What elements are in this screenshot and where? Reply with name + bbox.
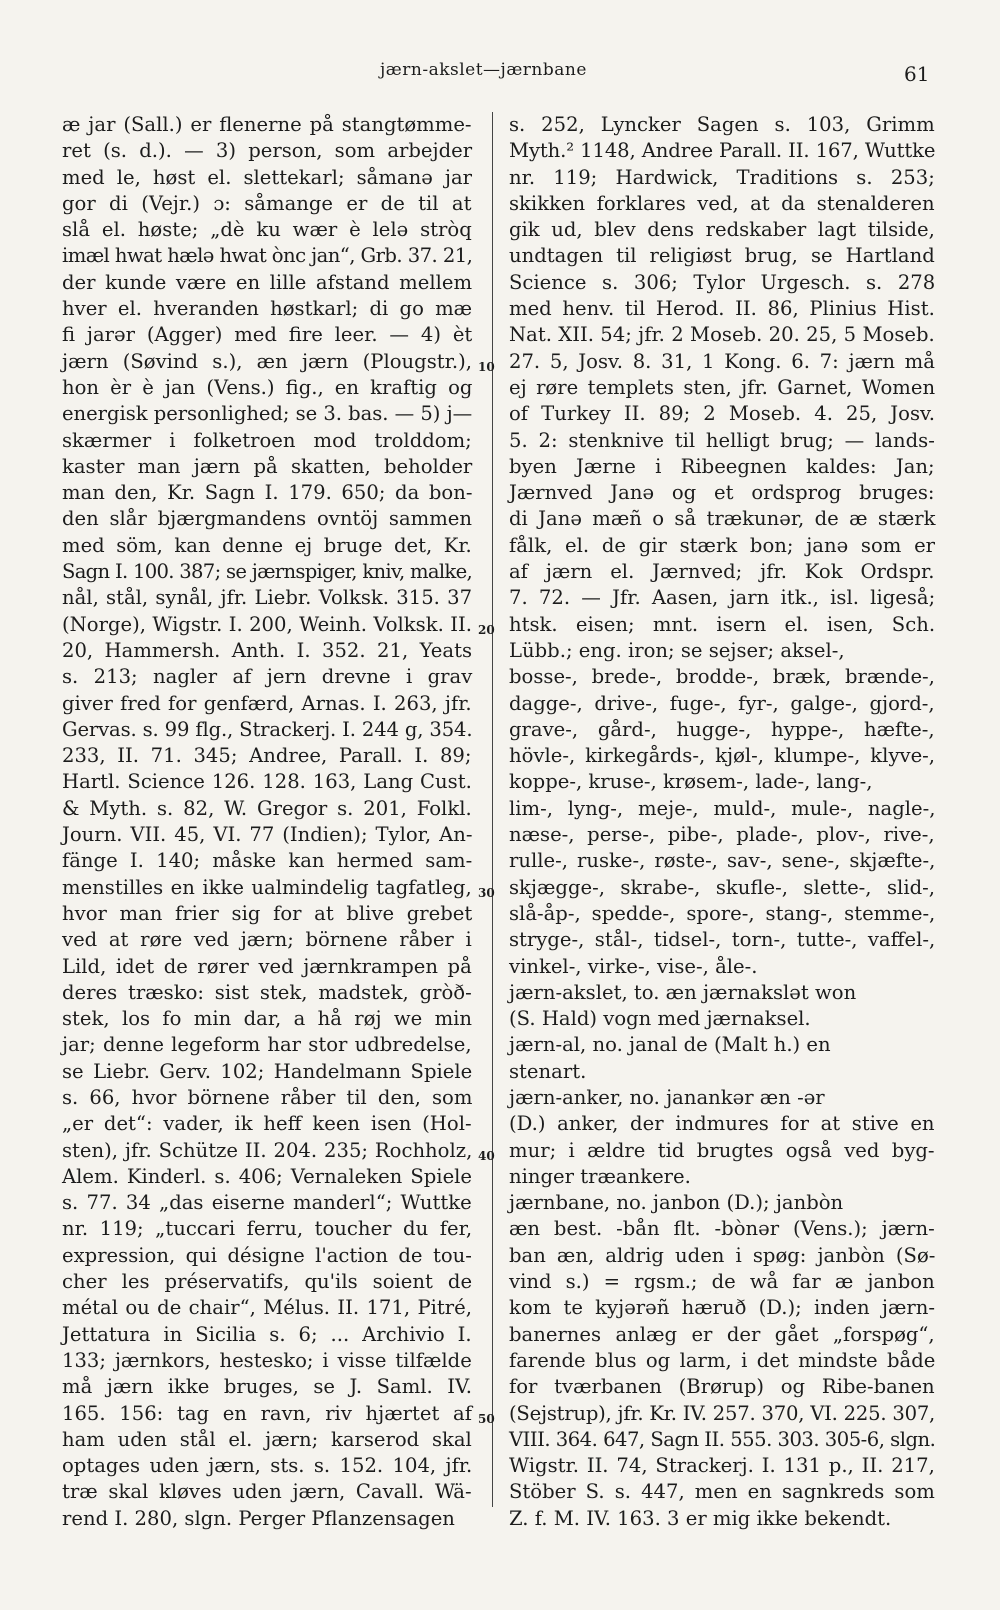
text-line: gor di (Vejr.) ɔ: såmange er de til at <box>62 191 472 215</box>
text-line: imæl hwat hælə hwat ònc jan“, Grb. 37. 21, <box>62 244 473 268</box>
text-line: Journ. VII. 45, VI. 77 (Indien); Tylor, An- <box>62 823 473 847</box>
line-number: 10 <box>478 360 495 374</box>
text-line: hvor man frier sig for at blive grebet <box>62 901 473 925</box>
text-line: den slår bjærgmandens ovntöj sammen <box>62 507 473 531</box>
text-line: med le, høst el. slettekarl; såmanə jar <box>62 165 472 189</box>
line-number: 40 <box>478 1149 495 1163</box>
text-line: VIII. 364. 647, Sagn II. 555. 303. 305-6, slgn. <box>509 1427 936 1451</box>
text-line: æn best. -bån flt. -bònər (Vens.); jærn- <box>509 1217 935 1241</box>
text-line: Nat. XII. 54; jfr. 2 Moseb. 20. 25, 5 Moseb. <box>509 323 935 347</box>
text-line: s. 252, Lyncker Sagen s. 103, Grimm <box>509 113 935 136</box>
text-line: s. 66, hvor börnene råber til den, som <box>62 1085 473 1109</box>
text-line: koppe-, kruse-, krøsem-, lade-, lang-, <box>509 770 873 794</box>
text-line: stek, los fo min dar, a hå røj we min <box>62 1007 473 1031</box>
page-header <box>0 60 1000 90</box>
text-line: ved at røre ved jærn; börnene råber i <box>62 928 472 952</box>
text-line: „er det“: vader, ik heff keen isen (Hol- <box>62 1112 472 1136</box>
text-line: Myth.² 1148, Andree Parall. II. 167, Wuttke <box>509 139 936 163</box>
left-column <box>62 112 472 1532</box>
text-line: giver fred for genfærd, Arnas. I. 263, jfr. <box>62 691 472 715</box>
running-head: jærn-akslet—jærnbane <box>380 60 587 80</box>
text-line: optages uden jærn, sts. s. 152. 104, jfr. <box>62 1454 473 1478</box>
text-line: man den, Kr. Sagn I. 179. 650; da bon- <box>62 481 473 505</box>
text-line: deres træsko: sist stek, madstek, gròð- <box>62 980 472 1004</box>
text-line: menstilles en ikke ualmindelig tagfatleg, <box>62 875 472 899</box>
column-divider <box>492 112 493 1507</box>
text-line: hövle-, kirkegårds-, kjøl-, klumpe-, klyve-, <box>509 744 936 768</box>
text-line: jærn (Søvind s.), æn jærn (Plougstr.), <box>62 349 472 373</box>
text-line: nr. 119; „tuccari ferru, toucher du fer, <box>62 1217 473 1241</box>
text-line: fänge I. 140; måske kan hermed sam- <box>62 849 473 873</box>
text-line: lim-, lyng-, meje-, muld-, mule-, nagle-, <box>509 796 936 820</box>
text-line: dagge-, drive-, fuge-, fyr-, galge-, gjord-, <box>509 691 935 715</box>
text-line: rend I. 280, slgn. Perger Pflanzensagen <box>62 1506 455 1530</box>
text-line: bosse-, brede-, brodde-, bræk, brænde-, <box>509 665 935 689</box>
text-line: banernes anlæg er der gået „forspøg“, <box>509 1322 935 1346</box>
text-line: of Turkey II. 89; 2 Moseb. 4. 25, Josv. <box>509 402 935 426</box>
text-line: rulle-, ruske-, røste-, sav-, sene-, skjæfte-, <box>509 849 936 873</box>
text-line: hon èr è jan (Vens.) fig., en kraftig og <box>62 375 473 399</box>
text-line: skjægge-, skrabe-, skufle-, slette-, slid-, <box>509 875 935 899</box>
text-line: 20, Hammersh. Anth. I. 352. 21, Yeats <box>62 638 473 662</box>
text-line: (S. Hald) vogn med jærnaksel. <box>509 1007 811 1031</box>
text-line: s. 77. 34 „das eiserne manderl“; Wuttke <box>62 1191 472 1215</box>
text-line: Gervas. s. 99 flg., Strackerj. I. 244 g, 354. <box>62 717 473 741</box>
text-line: med henv. til Herod. II. 86, Plinius Hist. <box>509 297 935 321</box>
text-line: 27. 5, Josv. 8. 31, 1 Kong. 6. 7: jærn må <box>509 349 935 373</box>
text-line: ej røre templets sten, jfr. Garnet, Women <box>509 375 936 399</box>
text-line: fi jarər (Agger) med fire leer. — 4) èt <box>62 323 473 347</box>
text-line: gik ud, blev dens redskaber lagt tilside, <box>509 218 935 242</box>
text-line: htsk. eisen; mnt. isern el. isen, Sch. <box>509 612 936 636</box>
text-line: jærn-al, no. janal de (Malt h.) en <box>509 1033 831 1057</box>
text-line: (D.) anker, der indmures for at stive en <box>509 1112 935 1136</box>
text-line: 233, II. 71. 345; Andree, Parall. I. 89; <box>62 744 472 768</box>
text-line: 7. 72. — Jfr. Aasen, jarn itk., isl. ligeså; <box>509 586 936 610</box>
text-line: di Janə mæñ o så trækunər, de æ stærk <box>509 507 936 531</box>
text-line: & Myth. s. 82, W. Gregor s. 201, Folkl. <box>62 796 472 820</box>
text-line: jærnbane, no. janbon (D.); janbòn <box>509 1191 844 1215</box>
text-line: kaster man jærn på skatten, beholder <box>62 454 473 478</box>
text-line: farende blus og larm, i det mindste både <box>509 1348 936 1372</box>
text-line: ham uden stål el. jærn; karserod skal <box>62 1427 472 1451</box>
text-line: undtagen til religiøst brug, se Hartland <box>509 244 935 268</box>
text-line: hver el. hveranden høstkarl; di go mæ <box>62 297 473 321</box>
text-line: 165. 156: tag en ravn, riv hjærtet af <box>62 1401 472 1425</box>
text-line: æ jar (Sall.) er flenerne på stangtømme- <box>62 113 472 136</box>
line-number: 30 <box>478 886 495 900</box>
text-line: sten), jfr. Schütze II. 204. 235; Rochholz, <box>62 1138 473 1162</box>
text-line: Sagn I. 100. 387; se jærnspiger, kniv, malke, <box>62 560 472 584</box>
text-line: Alem. Kinderl. s. 406; Vernaleken Spiele <box>62 1164 473 1188</box>
text-line: for tværbanen (Brørup) og Ribe-banen <box>509 1375 935 1399</box>
text-line: byen Jærne i Ribeegnen kaldes: Jan; <box>509 454 935 478</box>
text-line: se Liebr. Gerv. 102; Handelmann Spiele <box>62 1059 473 1083</box>
text-line: med söm, kan denne ej bruge det, Kr. <box>62 533 472 557</box>
text-line: jar; denne legeform har stor udbredelse, <box>62 1033 472 1057</box>
text-line: grave-, gård-, hugge-, hyppe-, hæfte-, <box>509 717 935 741</box>
text-line: energisk personlighed; se 3. bas. — 5) j— <box>62 402 473 426</box>
text-line: slå-åp-, spedde-, spore-, stang-, stemme-, <box>509 901 936 925</box>
text-line: Wigstr. II. 74, Strackerj. I. 131 p., II. 217, <box>509 1454 935 1478</box>
text-line: s. 213; nagler af jern drevne i grav <box>62 665 473 689</box>
text-line: stenart. <box>509 1059 587 1083</box>
text-line: ret (s. d.). — 3) person, som arbejder <box>62 139 473 163</box>
text-line: kom te kyjərəñ hæruð (D.); inden jærn- <box>509 1296 935 1320</box>
text-line: af jærn el. Jærnved; jfr. Kok Ordspr. <box>509 560 935 584</box>
text-line: vind s.) = rgsm.; de wå far æ janbon <box>509 1270 935 1294</box>
text-line: (Sejstrup), jfr. Kr. IV. 257. 370, VI. 225. 307, <box>509 1401 936 1425</box>
text-line: Lübb.; eng. iron; se sejser; aksel-, <box>509 638 845 662</box>
text-line: må jærn ikke bruges, se J. Saml. IV. <box>62 1375 472 1399</box>
text-line: jærn-anker, no. janankər æn -ər <box>509 1085 825 1109</box>
text-line: slå el. høste; „dè ku wær è lelə stròq <box>62 218 472 242</box>
text-line: cher les préservatifs, qu'ils soient de <box>62 1270 473 1294</box>
text-line: næse-, perse-, pibe-, plade-, plov-, rive-, <box>509 823 935 847</box>
text-line: Jærnved Janə og et ordsprog bruges: <box>509 481 935 505</box>
text-line: fålk, el. de gir stærk bon; janə som er <box>509 533 936 557</box>
text-line: nr. 119; Hardwick, Traditions s. 253; <box>509 165 935 189</box>
text-line: (Norge), Wigstr. I. 200, Weinh. Volksk. II. <box>62 612 472 636</box>
text-line: nål, stål, synål, jfr. Liebr. Volksk. 315. 37 <box>62 586 473 610</box>
text-line: vinkel-, virke-, vise-, åle-. <box>509 954 758 978</box>
text-line: Science s. 306; Tylor Urgesch. s. 278 <box>509 270 936 294</box>
text-line: Jettatura in Sicilia s. 6; ... Archivio I. <box>62 1322 472 1346</box>
text-line: jærn-akslet, to. æn jærnakslət won <box>509 980 857 1004</box>
text-line: skærmer i folketroen mod trolddom; <box>62 428 472 452</box>
text-line: træ skal kløves uden jærn, Cavall. Wä- <box>62 1480 472 1504</box>
text-line: 5. 2: stenknive til helligt brug; — lands- <box>509 428 935 452</box>
text-line: der kunde være en lille afstand mellem <box>62 270 473 294</box>
page-number: 61 <box>904 62 930 86</box>
text-line: Z. f. M. IV. 163. 3 er mig ikke bekendt. <box>509 1506 892 1530</box>
text-line: Hartl. Science 126. 128. 163, Lang Cust. <box>62 770 472 794</box>
text-line: ban æn, aldrig uden i spøg: janbòn (Sø- <box>509 1243 936 1267</box>
right-column <box>509 112 935 1532</box>
line-number: 50 <box>478 1412 495 1426</box>
text-line: Lild, idet de rører ved jærnkrampen på <box>62 954 472 978</box>
text-line: 133; jærnkors, hestesko; i visse tilfælde <box>62 1348 472 1372</box>
text-line: métal ou de chair“, Mélus. II. 171, Pitré, <box>62 1296 472 1320</box>
text-line: mur; i ældre tid brugtes også ved byg- <box>509 1138 935 1162</box>
text-line: Stöber S. s. 447, men en sagnkreds som <box>509 1480 935 1504</box>
line-number: 20 <box>478 623 495 637</box>
text-line: skikken forklares ved, at da stenalderen <box>509 191 935 215</box>
text-line: expression, qui désigne l'action de tou- <box>62 1243 472 1267</box>
text-line: stryge-, stål-, tidsel-, torn-, tutte-, vaffel-, <box>509 928 936 952</box>
text-line: ninger træankere. <box>509 1164 691 1188</box>
